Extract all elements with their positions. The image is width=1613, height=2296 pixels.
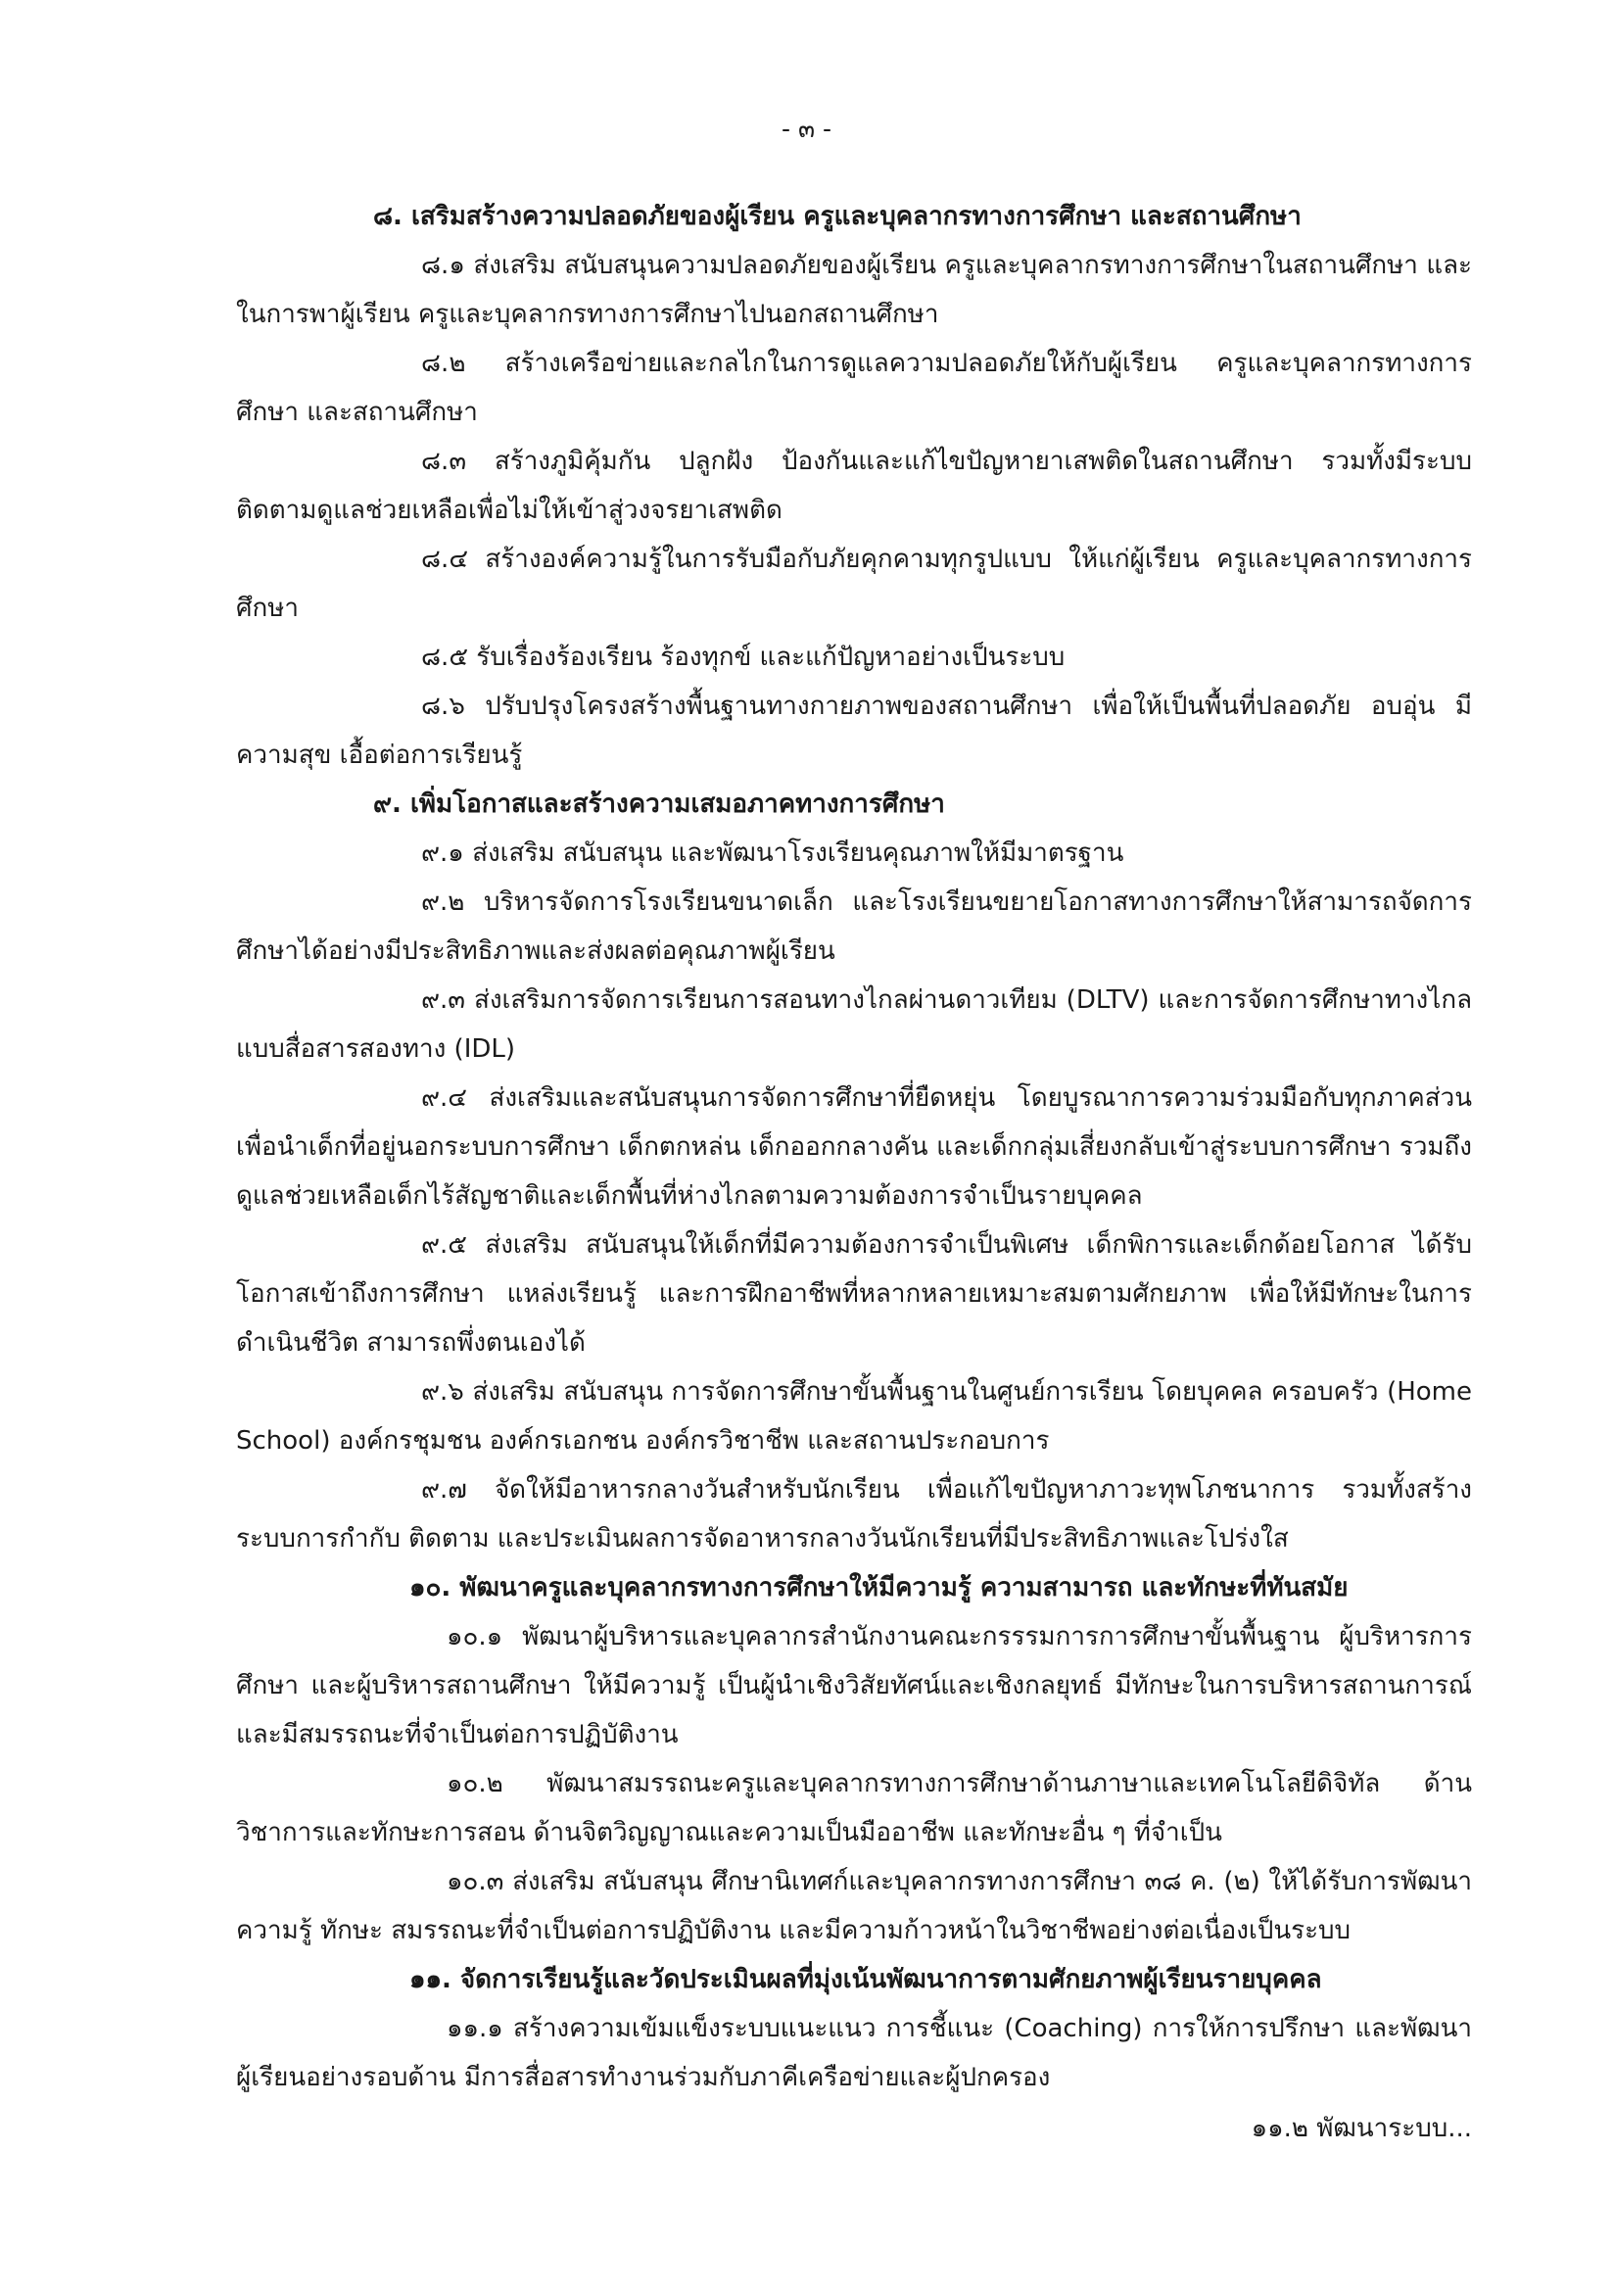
list-item: ๙.๔ ส่งเสริมและสนับสนุนการจัดการศึกษาที่ยืดหยุ่น โดยบูรณาการความร่วมมือกับทุกภาคส่วน เพื่อนำเด็กที่อยู่นอกระบบการศึกษา เด็กตกหล่น เด็กออกกลางคัน และเด็กกลุ่มเสี่ยงกลับเข้าสู่ระบบการศึกษา รวมถึงดูแลช่วยเหลือเด็กไร้สัญชาติและเด็กพื้นที่ห่างไกลตามความต้องการจำเป็นรายบุคคล <box>236 1083 1472 1211</box>
section-heading: ๘. เสริมสร้างความปลอดภัยของผู้เรียน ครูและบุคลากรทางการศึกษา และสถานศึกษา <box>373 202 1302 231</box>
document-body <box>236 192 1472 2102</box>
list-item: ๙.๑ ส่งเสริม สนับสนุน และพัฒนาโรงเรียนคุณภาพให้มีมาตรฐาน <box>421 838 1124 868</box>
list-item: ๘.๕ รับเรื่องร้องเรียน ร้องทุกข์ และแก้ปัญหาอย่างเป็นระบบ <box>421 643 1066 672</box>
list-item: ๑๐.๑ พัฒนาผู้บริหารและบุคลากรสำนักงานคณะกรรรมการการศึกษาขั้นพื้นฐาน ผู้บริหารการศึกษา และผู้บริหารสถานศึกษา ให้มีความรู้ เป็นผู้นำเชิงวิสัยทัศน์และเชิงกลยุทธ์ มีทักษะในการบริหารสถานการณ์ และมีสมรรถนะที่จำเป็นต่อการปฏิบัติงาน <box>236 1622 1472 1749</box>
page-number: - ๓ - <box>781 115 832 143</box>
list-item: ๙.๓ ส่งเสริมการจัดการเรียนการสอนทางไกลผ่านดาวเทียม (DLTV) และการจัดการศึกษาทางไกลแบบสื่อสารสองทาง (IDL) <box>236 985 1472 1064</box>
section-heading: ๑๑. จัดการเรียนรู้และวัดประเมินผลที่มุ่งเน้นพัฒนาการตามศักยภาพผู้เรียนรายบุคคล <box>409 1965 1322 1994</box>
list-item: ๑๐.๓ ส่งเสริม สนับสนุน ศึกษานิเทศก์และบุคลากรทางการศึกษา ๓๘ ค. (๒) ให้ได้รับการพัฒนาความรู้ ทักษะ สมรรถนะที่จำเป็นต่อการปฏิบัติงาน และมีความก้าวหน้าในวิชาชีพอย่างต่อเนื่องเป็นระบบ <box>236 1867 1472 1945</box>
list-item: ๑๐.๒ พัฒนาสมรรถนะครูและบุคลากรทางการศึกษาด้านภาษาและเทคโนโลยีดิจิทัล ด้านวิชาการและทักษะการสอน ด้านจิตวิญญาณและความเป็นมืออาชีพ และทักษะอื่น ๆ ที่จำเป็น <box>236 1769 1472 1847</box>
list-item: ๘.๑ ส่งเสริม สนับสนุนความปลอดภัยของผู้เรียน ครูและบุคลากรทางการศึกษาในสถานศึกษา และในการพาผู้เรียน ครูและบุคลากรทางการศึกษาไปนอกสถานศึกษา <box>236 251 1472 329</box>
list-item: ๙.๕ ส่งเสริม สนับสนุนให้เด็กที่มีความต้องการจำเป็นพิเศษ เด็กพิการและเด็กด้อยโอกาส ได้รับโอกาสเข้าถึงการศึกษา แหล่งเรียนรู้ และการฝึกอาชีพที่หลากหลายเหมาะสมตามศักยภาพ เพื่อให้มีทักษะในการดำเนินชีวิต สามารถพึ่งตนเองได้ <box>236 1230 1472 1358</box>
section-heading: ๙. เพิ่มโอกาสและสร้างความเสมอภาคทางการศึกษา <box>373 789 945 819</box>
list-item: ๙.๖ ส่งเสริม สนับสนุน การจัดการศึกษาขั้นพื้นฐานในศูนย์การเรียน โดยบุคคล ครอบครัว (Home School) องค์กรชุมชน องค์กรเอกชน องค์กรวิชาชีพ และสถานประกอบการ <box>236 1377 1472 1456</box>
list-item: ๘.๒ สร้างเครือข่ายและกลไกในการดูแลความปลอดภัยให้กับผู้เรียน ครูและบุคลากรทางการศึกษา และสถานศึกษา <box>236 349 1472 427</box>
list-item: ๘.๔ สร้างองค์ความรู้ในการรับมือกับภัยคุกคามทุกรูปแบบ ให้แก่ผู้เรียน ครูและบุคลากรทางการศึกษา <box>236 545 1472 623</box>
list-item: ๑๑.๑ สร้างความเข้มแข็งระบบแนะแนว การชี้แนะ (Coaching) การให้การปรึกษา และพัฒนาผู้เรียนอย่างรอบด้าน มีการสื่อสารทำงานร่วมกับภาคีเครือข่ายและผู้ปกครอง <box>236 2014 1472 2092</box>
list-item: ๘.๓ สร้างภูมิคุ้มกัน ปลูกฝัง ป้องกันและแก้ไขปัญหายาเสพติดในสถานศึกษา รวมทั้งมีระบบติดตามดูแลช่วยเหลือเพื่อไม่ให้เข้าสู่วงจรยาเสพติด <box>236 447 1472 525</box>
list-item: ๘.๖ ปรับปรุงโครงสร้างพื้นฐานทางกายภาพของสถานศึกษา เพื่อให้เป็นพื้นที่ปลอดภัย อบอุ่น มีความสุข เอื้อต่อการเรียนรู้ <box>236 692 1472 770</box>
list-item: ๙.๗ จัดให้มีอาหารกลางวันสำหรับนักเรียน เพื่อแก้ไขปัญหาภาวะทุพโภชนาการ รวมทั้งสร้างระบบการกำกับ ติดตาม และประเมินผลการจัดอาหารกลางวันนักเรียนที่มีประสิทธิภาพและโปร่งใส <box>236 1475 1472 1554</box>
continuation-text: ๑๑.๒ พัฒนาระบบ... <box>1251 2114 1472 2143</box>
list-item: ๙.๒ บริหารจัดการโรงเรียนขนาดเล็ก และโรงเรียนขยายโอกาสทางการศึกษาให้สามารถจัดการศึกษาได้อย่างมีประสิทธิภาพและส่งผลต่อคุณภาพผู้เรียน <box>236 887 1472 966</box>
section-heading: ๑๐. พัฒนาครูและบุคลากรทางการศึกษาให้มีความรู้ ความสามารถ และทักษะที่ทันสมัย <box>409 1573 1349 1602</box>
